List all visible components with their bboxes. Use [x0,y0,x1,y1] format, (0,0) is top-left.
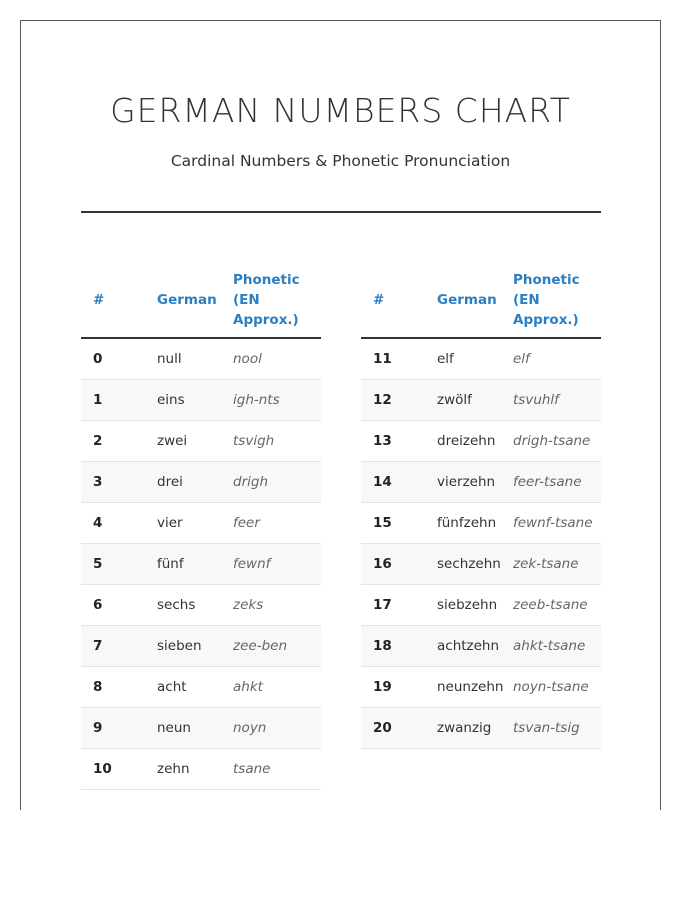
table-row [81,544,321,585]
table-body [81,339,321,790]
german-word-cell: sechs [157,597,196,613]
german-word-cell: fünfzehn [437,515,497,531]
table-header [81,263,321,339]
phonetic-cell: drigh-tsane [513,433,591,449]
numbers-table-left [81,263,321,790]
german-word-cell: drei [157,474,183,490]
german-word-cell: neun [157,720,191,736]
page-title: GERMAN NUMBERS CHART [110,91,571,130]
german-word-cell: zwanzig [437,720,492,736]
phonetic-cell: tsvuhlf [513,392,559,408]
table-row [81,421,321,462]
table-row [81,708,321,749]
table-row [361,667,601,708]
german-word-cell: zehn [157,761,190,777]
page-subtitle: Cardinal Numbers & Phonetic Pronunciation [170,152,511,170]
phonetic-cell: feer-tsane [513,474,582,490]
phonetic-cell: ahkt-tsane [513,638,586,654]
phonetic-cell: drigh [233,474,268,490]
german-word-cell: vierzehn [437,474,496,490]
number-cell: 14 [373,474,392,490]
table-row [361,585,601,626]
header-german: German [157,292,217,308]
table-row [361,626,601,667]
german-word-cell: siebzehn [437,597,498,613]
table-row [361,708,601,749]
phonetic-cell: ahkt [233,679,263,695]
german-word-cell: zwölf [437,392,472,408]
number-cell: 12 [373,392,392,408]
header-number: # [373,292,385,308]
number-cell: 2 [93,433,103,449]
phonetic-cell: zek-tsane [513,556,579,572]
phonetic-cell: tsvigh [233,433,275,449]
phonetic-cell: zeeb-tsane [513,597,588,613]
table-row [361,544,601,585]
number-cell: 17 [373,597,392,613]
number-cell: 3 [93,474,103,490]
table-row [361,462,601,503]
number-cell: 5 [93,556,103,572]
number-cell: 18 [373,638,392,654]
german-word-cell: sechzehn [437,556,501,572]
number-cell: 16 [373,556,392,572]
german-word-cell: fünf [157,556,184,572]
phonetic-cell: noyn [233,720,267,736]
number-cell: 20 [373,720,392,736]
phonetic-cell: feer [233,515,260,531]
german-word-cell: vier [157,515,183,531]
number-cell: 9 [93,720,103,736]
phonetic-cell: fewnf [233,556,271,572]
table-row [81,339,321,380]
table-row [81,626,321,667]
table-header [361,263,601,339]
phonetic-cell: zee-ben [233,638,287,654]
number-cell: 6 [93,597,103,613]
number-cell: 7 [93,638,103,654]
chart-card [20,20,661,810]
header-phonetic: Phonetic (EN Approx.) [233,272,300,328]
table-row [81,380,321,421]
phonetic-cell: zeks [233,597,264,613]
german-word-cell: eins [157,392,185,408]
table-row [81,462,321,503]
german-word-cell: neunzehn [437,679,504,695]
phonetic-cell: noyn-tsane [513,679,589,695]
table-row [81,749,321,790]
number-cell: 13 [373,433,392,449]
table-row [81,667,321,708]
number-cell: 15 [373,515,392,531]
number-cell: 1 [93,392,103,408]
table-row [361,339,601,380]
number-cell: 0 [93,351,103,367]
table-body [361,339,601,749]
number-cell: 8 [93,679,103,695]
header-german: German [437,292,497,308]
german-word-cell: achtzehn [437,638,500,654]
phonetic-cell: tsvan-tsig [513,720,580,736]
number-cell: 11 [373,351,392,367]
phonetic-cell: igh-nts [233,392,280,408]
german-word-cell: sieben [157,638,202,654]
table-row [81,585,321,626]
header-phonetic: Phonetic (EN Approx.) [513,272,580,328]
number-cell: 10 [93,761,112,777]
phonetic-cell: nool [233,351,262,367]
german-word-cell: null [157,351,182,367]
german-word-cell: acht [157,679,187,695]
phonetic-cell: fewnf-tsane [513,515,593,531]
table-row [81,503,321,544]
divider [81,211,601,213]
table-row [361,421,601,462]
german-word-cell: zwei [157,433,188,449]
number-cell: 4 [93,515,103,531]
phonetic-cell: elf [513,351,530,367]
phonetic-cell: tsane [233,761,271,777]
german-word-cell: dreizehn [437,433,496,449]
german-word-cell: elf [437,351,454,367]
numbers-table-right [361,263,601,749]
number-cell: 19 [373,679,392,695]
table-row [361,503,601,544]
header-number: # [93,292,105,308]
table-row [361,380,601,421]
